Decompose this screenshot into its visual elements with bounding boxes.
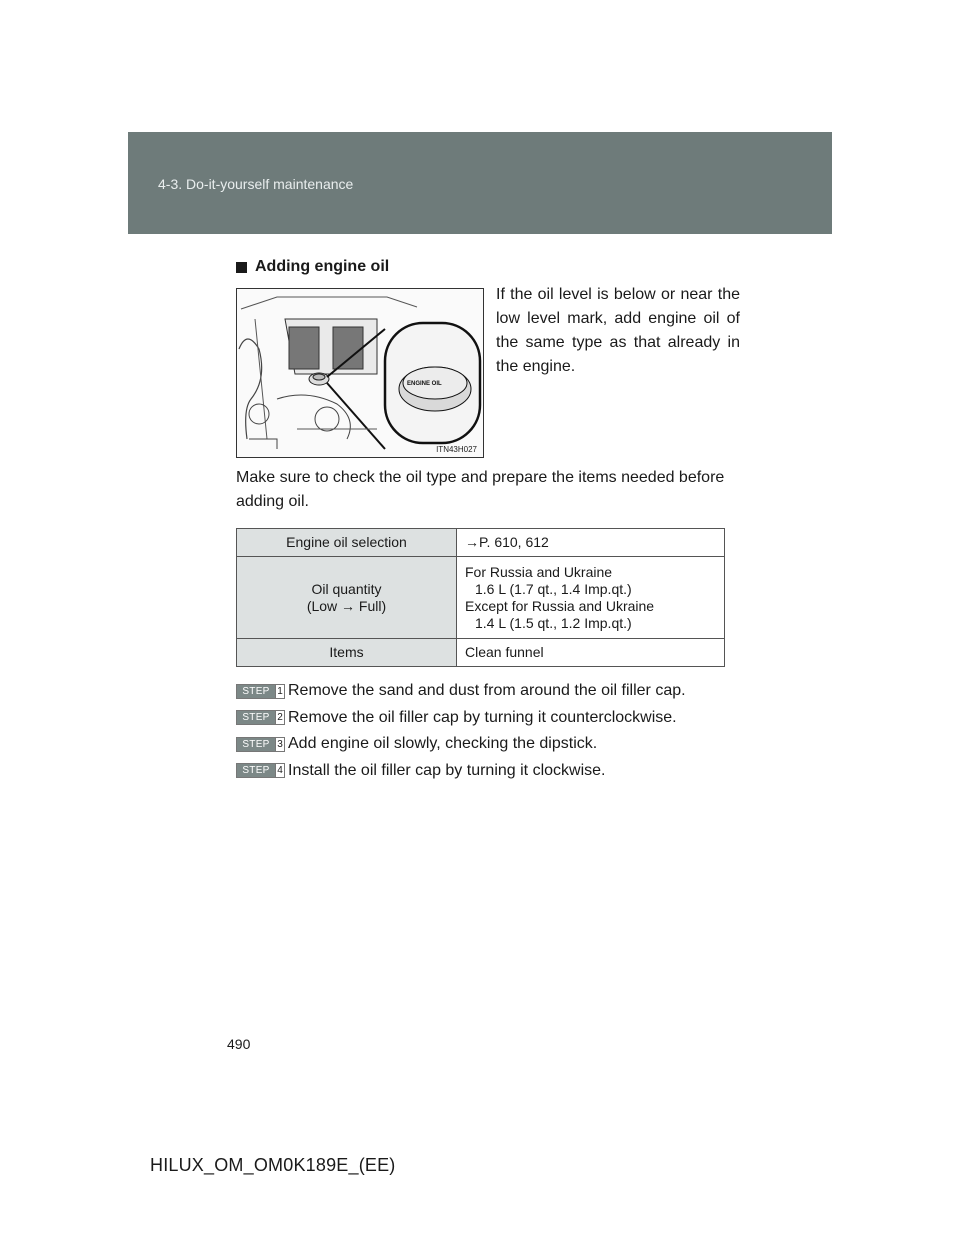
step-item <box>236 682 686 700</box>
document-footer: HILUX_OM_OM0K189E_(EE) <box>150 1155 396 1175</box>
step-badge <box>236 684 285 699</box>
table-value-cell <box>457 557 725 639</box>
intro-paragraph: If the oil level is below or near the low level mark, add engine oil of the same type as that already in the engine. <box>496 286 740 375</box>
quantity-except: 1.4 L (1.5 qt., 1.2 Imp.qt.) <box>475 614 632 631</box>
table-value-cell: →P. 610, 612 <box>457 529 725 557</box>
step-item <box>236 762 686 780</box>
chapter-title: 4-3. Do-it-yourself maintenance <box>158 176 354 192</box>
step-word: STEP <box>237 764 275 777</box>
cap-label: ENGINE OIL <box>407 381 442 387</box>
step-badge <box>236 710 285 725</box>
quantity-russia-ukraine: 1.6 L (1.7 qt., 1.4 Imp.qt.) <box>475 580 632 597</box>
section-title-text: Adding engine oil <box>255 258 390 275</box>
table-label-cell: Engine oil selection <box>237 529 457 557</box>
step-text: Remove the oil filler cap by turning it counterclockwise. <box>288 708 677 726</box>
oil-quantity-label: Oil quantity <box>311 580 382 597</box>
step-number: 1 <box>275 685 284 698</box>
engine-illustration <box>236 288 484 458</box>
step-word: STEP <box>237 685 275 698</box>
engine-bay-drawing <box>237 289 483 457</box>
preparation-paragraph: Make sure to check the oil type and prepare the items needed before adding oil. <box>236 469 725 510</box>
square-bullet-icon <box>236 262 247 273</box>
table-value-cell: Clean funnel <box>457 639 725 667</box>
step-badge <box>236 737 285 752</box>
figure-code: ITN43H027 <box>436 445 477 454</box>
section-title <box>236 258 389 276</box>
step-word: STEP <box>237 711 275 724</box>
step-text: Install the oil filler cap by turning it clockwise. <box>288 761 606 779</box>
step-word: STEP <box>237 738 275 751</box>
page-number: 490 <box>227 1036 251 1052</box>
step-item <box>236 735 686 753</box>
step-number: 3 <box>275 738 284 751</box>
table-label-cell: Items <box>237 639 457 667</box>
region-russia-ukraine: For Russia and Ukraine <box>465 563 613 580</box>
table-row <box>237 557 725 639</box>
region-except: Except for Russia and Ukraine <box>465 597 655 614</box>
oil-spec-table <box>236 528 725 667</box>
step-text: Remove the sand and dust from around the oil filler cap. <box>288 682 686 699</box>
table-label-cell <box>237 557 457 639</box>
step-text: Add engine oil slowly, checking the dipstick. <box>288 735 598 752</box>
chapter-header <box>128 132 832 234</box>
step-number: 2 <box>275 711 284 724</box>
step-badge <box>236 763 285 778</box>
table-row <box>237 639 725 667</box>
table-row <box>237 529 725 557</box>
low-full-label: (Low → Full) <box>306 597 387 614</box>
step-item <box>236 709 686 727</box>
oil-cap-zoom <box>385 323 480 443</box>
steps-list <box>236 682 686 788</box>
step-number: 4 <box>275 764 284 777</box>
